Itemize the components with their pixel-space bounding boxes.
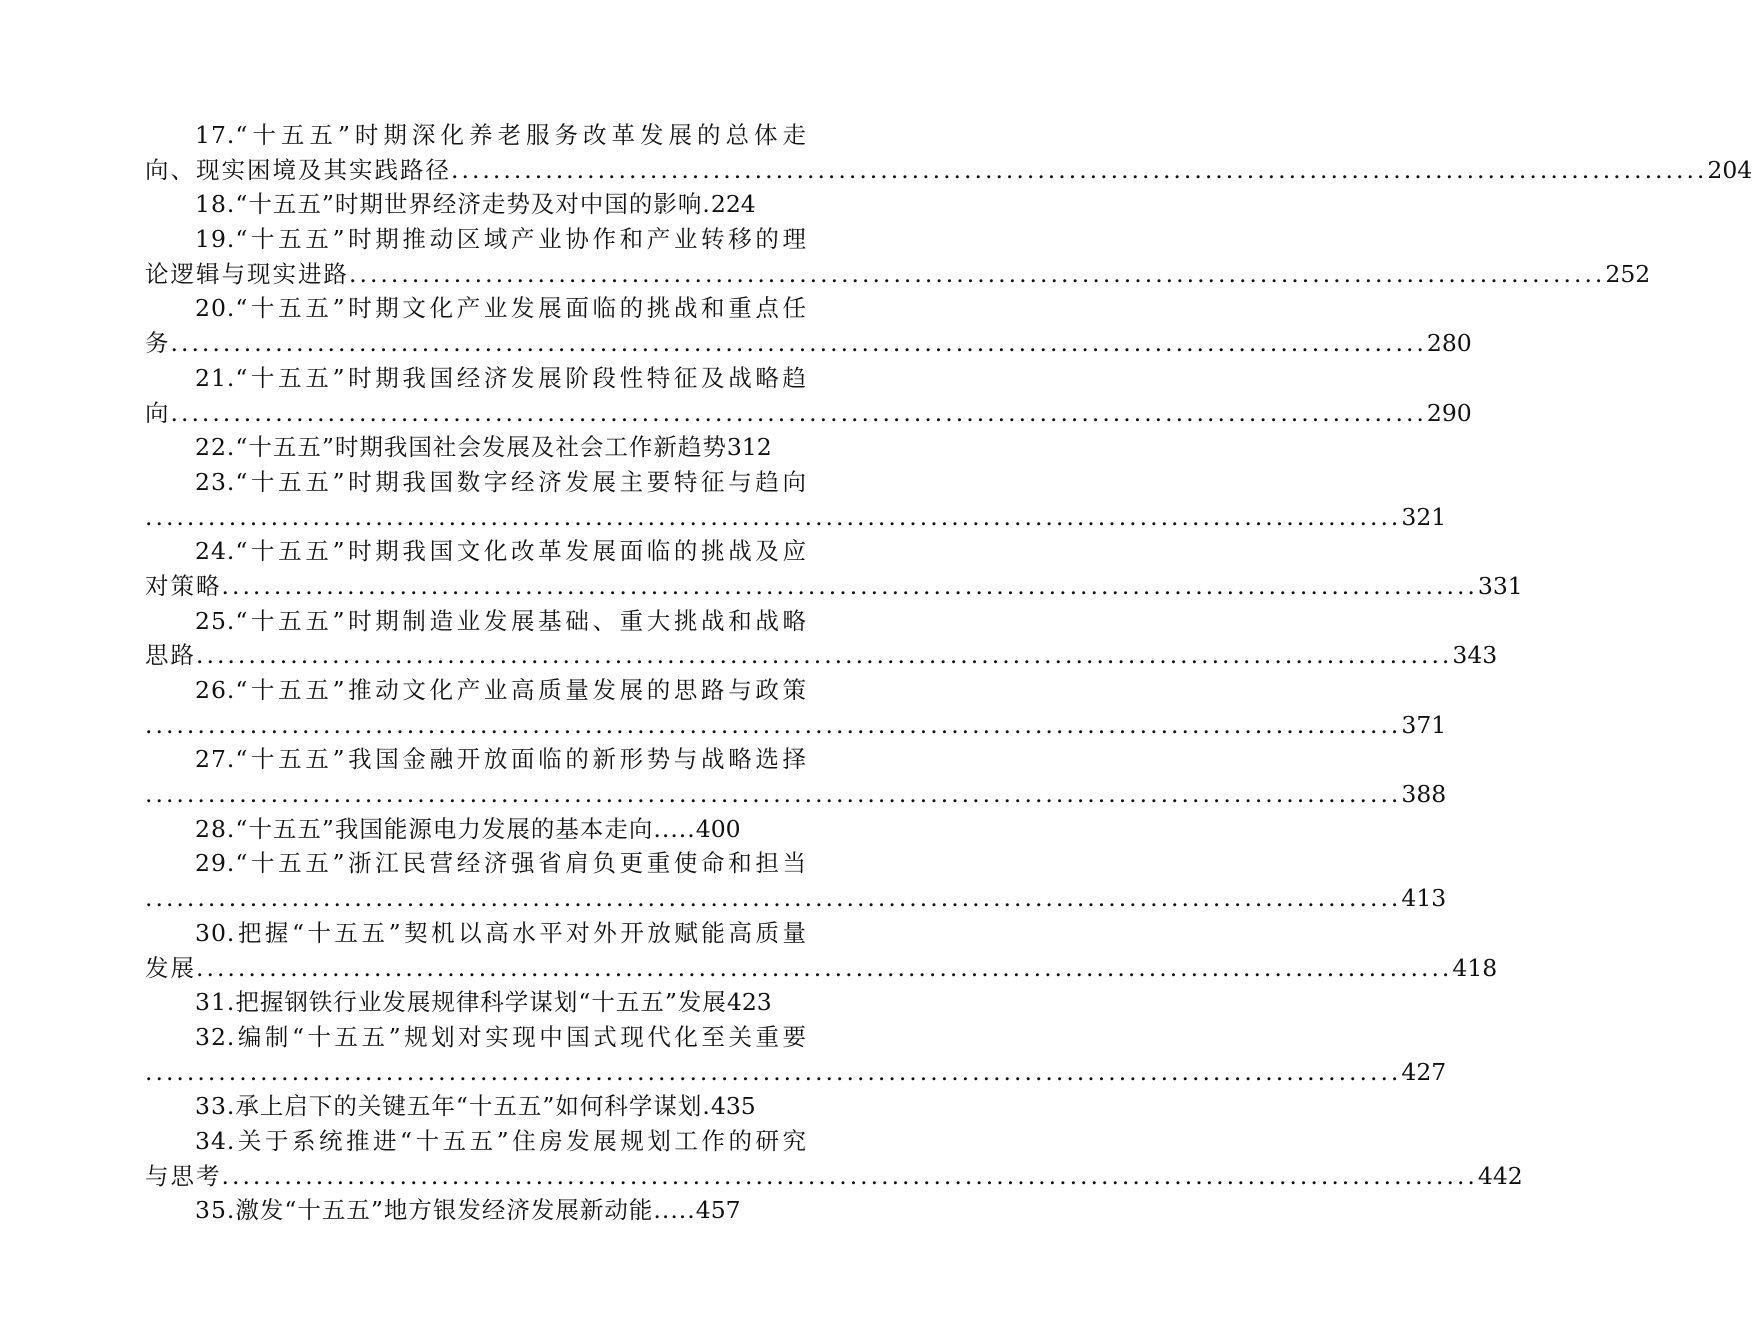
toc-entry-continuation[interactable]	[145, 1159, 1523, 1194]
toc-entry[interactable]: 19.“十五五”时期推动区域产业协作和产业转移的理	[195, 225, 807, 254]
toc-entry[interactable]: 23.“十五五”时期我国数字经济发展主要特征与趋向	[195, 467, 807, 496]
toc-entry-title: 22.“十五五”时期我国社会发展及社会工作新趋势	[195, 433, 727, 462]
toc-entry-page-number: 427	[1401, 1057, 1447, 1086]
toc-entry-continuation[interactable]	[145, 396, 1472, 431]
toc-entry-continuation[interactable]	[145, 881, 1447, 916]
toc-entry-page-number: 388	[1401, 780, 1447, 809]
toc-entry-continuation[interactable]	[145, 257, 1651, 292]
toc-entry[interactable]: 32.编制“十五五”规划对实现中国式现代化至关重要	[195, 1022, 807, 1051]
toc-entry-page-number: 252	[1605, 259, 1651, 288]
toc-entry-title-continued: 对策略	[145, 571, 222, 600]
toc-entry-continuation[interactable]	[145, 569, 1523, 604]
toc-entry-title: 35.激发“十五五”地方银发经济发展新动能.....	[195, 1196, 696, 1225]
toc-dot-leader: ........................................................................................................................	[349, 259, 1606, 288]
toc-entry[interactable]	[145, 985, 807, 1020]
toc-entry-title-continued: 思路	[145, 641, 196, 670]
toc-entry-continuation[interactable]	[145, 153, 1752, 188]
toc-entry-page-number: 457	[695, 1196, 741, 1225]
toc-entry[interactable]	[145, 1089, 807, 1124]
toc-entry-title-continued: 向	[145, 398, 171, 427]
toc-entry-title: 18.“十五五”时期世界经济走势及对中国的影响.	[195, 190, 711, 219]
toc-entry-page-number: 400	[695, 814, 741, 843]
toc-entry[interactable]: 24.“十五五”时期我国文化改革发展面临的挑战及应	[195, 537, 807, 566]
toc-entry[interactable]	[145, 430, 807, 465]
toc-entry-continuation[interactable]	[145, 708, 1447, 743]
toc-entry-page-number: 435	[710, 1092, 756, 1121]
toc-entry[interactable]	[145, 812, 807, 847]
toc-entry-continuation[interactable]	[145, 326, 1472, 361]
toc-entry-page-number: 224	[710, 190, 756, 219]
toc-entry[interactable]: 34.关于系统推进“十五五”住房发展规划工作的研究	[195, 1126, 807, 1155]
toc-entry-page-number: 331	[1477, 571, 1523, 600]
toc-entry-title-continued: 与思考	[145, 1161, 222, 1190]
toc-entry-title-continued: 务	[145, 329, 171, 358]
toc-entry-page-number: 312	[726, 433, 772, 462]
toc-dot-leader: ........................................................................................................................	[196, 953, 1453, 982]
table-of-contents	[145, 118, 1752, 1228]
toc-entry[interactable]: 25.“十五五”时期制造业发展基础、重大挑战和战略	[195, 606, 807, 635]
toc-entry-title: 28.“十五五”我国能源电力发展的基本走向.....	[195, 814, 696, 843]
toc-dot-leader: ........................................................................................................................	[451, 155, 1708, 184]
toc-entry-continuation[interactable]	[145, 1055, 1447, 1090]
toc-entry-page-number: 423	[726, 988, 772, 1017]
toc-entry-page-number: 280	[1426, 329, 1472, 358]
toc-entry[interactable]: 29.“十五五”浙江民营经济强省肩负更重使命和担当	[195, 849, 807, 878]
toc-entry-continuation[interactable]	[145, 500, 1447, 535]
toc-entry-title-continued: 发展	[145, 953, 196, 982]
toc-entry[interactable]	[145, 187, 807, 222]
toc-entry-page-number: 442	[1477, 1161, 1523, 1190]
toc-dot-leader: ........................................................................................................................	[145, 884, 1402, 913]
toc-entry-page-number: 413	[1401, 884, 1447, 913]
toc-dot-leader: ........................................................................................................................	[145, 710, 1402, 739]
toc-dot-leader: ........................................................................................................................	[145, 780, 1402, 809]
toc-entry[interactable]: 27.“十五五”我国金融开放面临的新形势与战略选择	[195, 745, 807, 774]
toc-entry-page-number: 343	[1452, 641, 1498, 670]
toc-dot-leader: ........................................................................................................................	[221, 1161, 1478, 1190]
toc-dot-leader: ........................................................................................................................	[221, 571, 1478, 600]
toc-entry-continuation[interactable]	[145, 951, 1498, 986]
toc-dot-leader: ........................................................................................................................	[145, 502, 1402, 531]
toc-dot-leader: ........................................................................................................................	[170, 398, 1427, 427]
toc-entry[interactable]	[145, 1193, 807, 1228]
toc-dot-leader: ........................................................................................................................	[170, 329, 1427, 358]
toc-entry-title: 33.承上启下的关键五年“十五五”如何科学谋划.	[195, 1092, 711, 1121]
toc-entry[interactable]: 26.“十五五”推动文化产业高质量发展的思路与政策	[195, 676, 807, 704]
toc-entry-title-continued: 向、现实困境及其实践路径	[145, 155, 451, 184]
toc-entry[interactable]: 17.“十五五”时期深化养老服务改革发展的总体走	[195, 121, 807, 149]
toc-entry-page-number: 371	[1401, 710, 1447, 739]
toc-entry-title: 31.把握钢铁行业发展规律科学谋划“十五五”发展	[195, 988, 727, 1017]
toc-dot-leader: ........................................................................................................................	[196, 641, 1453, 670]
toc-entry[interactable]: 20.“十五五”时期文化产业发展面临的挑战和重点任	[195, 294, 807, 323]
toc-entry[interactable]: 30.把握“十五五”契机以高水平对外开放赋能高质量	[195, 918, 807, 947]
toc-entry-continuation[interactable]	[145, 638, 1498, 673]
toc-dot-leader: ........................................................................................................................	[145, 1057, 1402, 1086]
toc-entry-continuation[interactable]	[145, 777, 1447, 812]
toc-entry-title-continued: 论逻辑与现实进路	[145, 259, 349, 288]
toc-entry[interactable]: 21.“十五五”时期我国经济发展阶段性特征及战略趋	[195, 363, 807, 392]
toc-entry-page-number: 204	[1707, 155, 1752, 184]
toc-entry-page-number: 290	[1426, 398, 1472, 427]
toc-entry-page-number: 418	[1452, 953, 1498, 982]
toc-entry-page-number: 321	[1401, 502, 1447, 531]
